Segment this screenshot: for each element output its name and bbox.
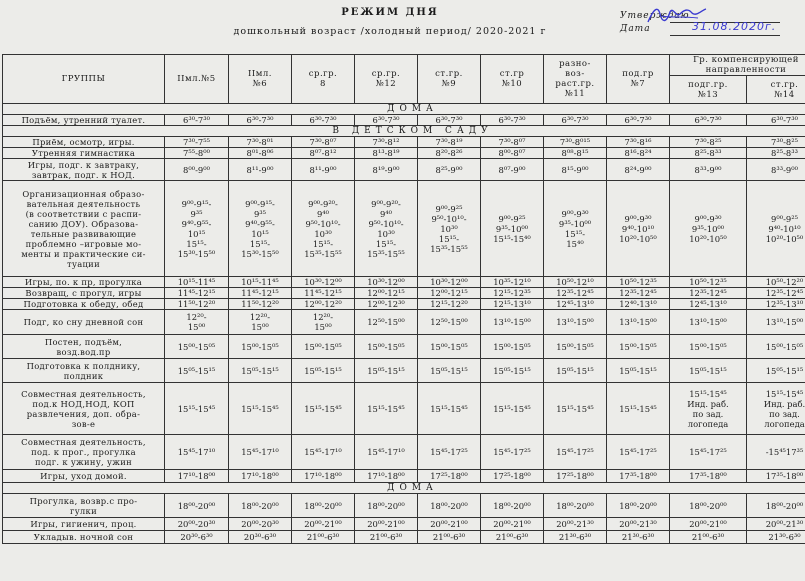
table-row: [3, 435, 805, 470]
time-cell: 20⁰⁰-20³⁰: [229, 518, 292, 531]
time-cell: 17³⁵-18⁰⁰: [607, 470, 670, 483]
time-cell: 15⁴⁵-17¹⁰: [292, 435, 355, 470]
time-cell: 12¹⁵-13¹⁰: [481, 299, 544, 310]
time-cell: 17³⁵-18⁰⁰: [747, 470, 805, 483]
time-cell: 20³⁰-6³⁰: [229, 531, 292, 544]
col-header: разно- воз- раст.гр. №11: [544, 55, 607, 104]
section-header: ДОМА: [3, 104, 805, 115]
time-cell: 18⁰⁰-20⁰⁰: [481, 494, 544, 518]
time-cell: 10³⁰-12⁰⁰: [418, 277, 481, 288]
time-cell: 8¹¹-9⁰⁰: [292, 159, 355, 181]
time-cell: 15⁰⁵-15¹⁵: [670, 359, 747, 383]
time-cell: 15⁴⁵-17²⁵: [544, 435, 607, 470]
time-cell: 15⁰⁵-15¹⁵: [418, 359, 481, 383]
time-cell: 15⁰⁵-15¹⁵: [544, 359, 607, 383]
time-cell: 7⁵⁵-8⁰⁰: [165, 148, 229, 159]
time-cell: 12³⁵-12⁴⁵: [747, 288, 805, 299]
time-cell: 12⁰⁰-12¹⁵: [355, 288, 418, 299]
table-row: [3, 383, 805, 435]
activity-label: Совместная деятельность, под. к прог., прогулка подг. к ужину, ужин: [3, 435, 165, 470]
time-cell: 10³⁵-12¹⁰: [481, 277, 544, 288]
time-cell: 21⁰⁰-6³⁰: [481, 531, 544, 544]
time-cell: 15⁰⁵-15¹⁵: [165, 359, 229, 383]
time-cell: 8³³-9⁰⁰: [670, 159, 747, 181]
time-cell: 18⁰⁰-20⁰⁰: [747, 494, 805, 518]
col-header: подг.гр. №13: [670, 76, 747, 104]
time-cell: 15⁰⁵-15¹⁵: [747, 359, 805, 383]
table-row: [3, 531, 805, 544]
time-cell: 7³⁰-8²⁵: [747, 137, 805, 148]
time-cell: 15⁰⁰-15⁰⁵: [481, 335, 544, 359]
time-cell: 15⁰⁰-15⁰⁵: [544, 335, 607, 359]
time-cell: 7³⁰-8⁰⁷: [292, 137, 355, 148]
time-cell: 20⁰⁰-21³⁰: [607, 518, 670, 531]
time-cell: 10⁵⁰-12³⁵: [607, 277, 670, 288]
activity-label: Прогулка, возвр.с про- гулки: [3, 494, 165, 518]
table-row: [3, 288, 805, 299]
time-cell: 8¹¹-9⁰⁰: [229, 159, 292, 181]
time-cell: 15¹⁵-15⁴⁵: [355, 383, 418, 435]
time-cell: 15⁴⁵-17²⁵: [418, 435, 481, 470]
activity-label: Подъём, утренний туалет.: [3, 115, 165, 126]
time-cell: 15⁰⁵-15¹⁵: [607, 359, 670, 383]
activity-label: Подготовка к полднику, полдник: [3, 359, 165, 383]
time-cell: 12³⁵-12⁴⁵: [544, 288, 607, 299]
time-cell: 15¹⁵-15⁴⁵: [165, 383, 229, 435]
time-cell: 21⁰⁰-6³⁰: [418, 531, 481, 544]
time-cell: 15⁰⁰-15⁰⁵: [418, 335, 481, 359]
time-cell: 7³⁰-7⁵⁵: [165, 137, 229, 148]
time-cell: 9⁰⁰-9³⁰ 9⁴⁰-10¹⁰ 10²⁰-10⁵⁰: [607, 181, 670, 277]
time-cell: 15⁴⁵-17²⁵: [481, 435, 544, 470]
activity-label: Игры, подг. к завтраку, завтрак, подг. к НОД.: [3, 159, 165, 181]
time-cell: 15¹⁵-15⁴⁵ Инд. раб. по зад. логопеда: [747, 383, 805, 435]
time-cell: 18⁰⁰-20⁰⁰: [607, 494, 670, 518]
time-cell: 12⁴⁰-13¹⁰: [607, 299, 670, 310]
time-cell: 6³⁰-7³⁰: [355, 115, 418, 126]
time-cell: 18⁰⁰-20⁰⁰: [292, 494, 355, 518]
time-cell: 12⁴⁵-13¹⁰: [670, 299, 747, 310]
time-cell: 8³³-9⁰⁰: [747, 159, 805, 181]
section-header: ДОМА: [3, 483, 805, 494]
time-cell: 15¹⁵-15⁴⁵: [292, 383, 355, 435]
time-cell: 17¹⁰-18⁰⁰: [229, 470, 292, 483]
time-cell: 15¹⁵-15⁴⁵: [418, 383, 481, 435]
time-cell: 10⁵⁰-12²⁰: [747, 277, 805, 288]
time-cell: 17¹⁰-18⁰⁰: [292, 470, 355, 483]
time-cell: 8¹³-8¹⁹: [355, 148, 418, 159]
time-cell: 9⁰⁰-9¹⁵- 9³⁵ 9⁴⁰-9⁵⁵- 10¹⁵ 15¹⁵- 15³⁰-15⁵⁰: [229, 181, 292, 277]
time-cell: 15⁰⁵-15¹⁵: [355, 359, 418, 383]
time-cell: 10¹⁵-11⁴⁵: [229, 277, 292, 288]
time-cell: 15⁴⁵-17¹⁰: [229, 435, 292, 470]
time-cell: 15¹⁵-15⁴⁵: [544, 383, 607, 435]
table-row: [3, 159, 805, 181]
table-row: [3, 148, 805, 159]
col-header: ср.гр. №12: [355, 55, 418, 104]
time-cell: 15¹⁵-15⁴⁵: [229, 383, 292, 435]
activity-label: Игры, гигиенич, проц.: [3, 518, 165, 531]
time-cell: 12⁰⁰-12²⁰: [292, 299, 355, 310]
col-header: под.гр №7: [607, 55, 670, 104]
col-header: ст.гр. №9: [418, 55, 481, 104]
time-cell: 9⁰⁰-9²⁵ 9³⁵-10⁰⁰ 15¹⁵-15⁴⁰: [481, 181, 544, 277]
time-cell: 6³⁰-7³⁰: [418, 115, 481, 126]
table-row: [3, 115, 805, 126]
time-cell: 12⁰⁰-12¹⁵: [418, 288, 481, 299]
time-cell: 12⁰⁰-12³⁰: [355, 299, 418, 310]
time-cell: 15⁰⁰-15⁰⁵: [292, 335, 355, 359]
time-cell: 10⁵⁰-12³⁵: [670, 277, 747, 288]
col-header: IIмл.№5: [165, 55, 229, 104]
time-cell: 8⁰¹-8⁰⁶: [229, 148, 292, 159]
time-cell: 18⁰⁰-20⁰⁰: [670, 494, 747, 518]
time-cell: 15⁴⁵-17²⁵: [670, 435, 747, 470]
time-cell: 21⁰⁰-6³⁰: [670, 531, 747, 544]
time-cell: 13¹⁰-15⁰⁰: [481, 310, 544, 335]
activity-label: Игры, уход домой.: [3, 470, 165, 483]
activity-label: Совместная деятельность, под.к НОД,НОД, КОП развлечения, доп. обра- зов-е: [3, 383, 165, 435]
time-cell: 6³⁰-7³⁰: [292, 115, 355, 126]
time-cell: 8²⁴-9⁰⁰: [607, 159, 670, 181]
time-cell: 9⁰⁰-9²⁵ 9⁴⁰-10¹⁰ 10²⁰-10⁵⁰: [747, 181, 805, 277]
time-cell: 20⁰⁰-21⁰⁰: [292, 518, 355, 531]
activity-label: Подготовка к обеду, обед: [3, 299, 165, 310]
time-cell: 20⁰⁰-21⁰⁰: [418, 518, 481, 531]
time-cell: 11⁴⁵-12¹⁵: [292, 288, 355, 299]
table-row: [3, 494, 805, 518]
time-cell: 12⁵⁰-15⁰⁰: [418, 310, 481, 335]
time-cell: 6³⁰-7³⁰: [607, 115, 670, 126]
time-cell: 10³⁰-12⁰⁰: [292, 277, 355, 288]
comp-group-header: Гр. компенсирующей направленности: [670, 55, 805, 76]
time-cell: 8¹⁶-8²⁴: [607, 148, 670, 159]
time-cell: 12⁴⁵-13¹⁰: [544, 299, 607, 310]
activity-label: Игры, по. к пр, прогулка: [3, 277, 165, 288]
time-cell: 13¹⁰-15⁰⁰: [544, 310, 607, 335]
time-cell: 18⁰⁰-20⁰⁰: [165, 494, 229, 518]
document-title: РЕЖИМ ДНЯ: [341, 7, 439, 18]
time-cell: 7³⁰-8¹⁶: [607, 137, 670, 148]
time-cell: 7³⁰-8⁰¹: [229, 137, 292, 148]
activity-label: Приём, осмотр, игры.: [3, 137, 165, 148]
time-cell: 6³⁰-7³⁰: [670, 115, 747, 126]
date-label: Дата: [620, 24, 651, 34]
time-cell: 12²⁰- 15⁰⁰: [292, 310, 355, 335]
time-cell: 13¹⁰-15⁰⁰: [670, 310, 747, 335]
time-cell: 8⁰⁸-8¹⁵: [544, 148, 607, 159]
document-header: [0, 0, 805, 52]
time-cell: 8⁰⁷-9⁰⁰: [481, 159, 544, 181]
time-cell: 8⁰⁰-9⁰⁰: [165, 159, 229, 181]
time-cell: 11⁵⁰-12²⁰: [229, 299, 292, 310]
time-cell: 6³⁰-7³⁰: [544, 115, 607, 126]
time-cell: 15⁰⁵-15¹⁵: [481, 359, 544, 383]
time-cell: 21⁰⁰-6³⁰: [355, 531, 418, 544]
time-cell: 7³⁰-8¹⁹: [418, 137, 481, 148]
time-cell: 13¹⁰-15⁰⁰: [747, 310, 805, 335]
signature-icon: [640, 4, 710, 26]
activity-label: Организационная образо- вательная деятельность (в соответствии с распи- санию ДОУ). Образова- тельные развивающие проблемно –игровые мо- менты и практические си- туации: [3, 181, 165, 277]
time-cell: 20³⁰-6³⁰: [165, 531, 229, 544]
time-cell: 11⁴⁵-12¹⁵: [229, 288, 292, 299]
groups-header: ГРУППЫ: [3, 55, 165, 104]
time-cell: 15¹⁵-15⁴⁵: [481, 383, 544, 435]
activity-label: Постен, подъём, возд.вод.пр: [3, 335, 165, 359]
time-cell: 17¹⁰-18⁰⁰: [165, 470, 229, 483]
table-row: [3, 299, 805, 310]
time-cell: -15⁴⁵17³⁵: [747, 435, 805, 470]
col-header: ср.гр. 8: [292, 55, 355, 104]
time-cell: 20⁰⁰-21⁰⁰: [670, 518, 747, 531]
time-cell: 6³⁰-7³⁰: [481, 115, 544, 126]
table-row: [3, 181, 805, 277]
time-cell: 20⁰⁰-21⁰⁰: [355, 518, 418, 531]
time-cell: 20⁰⁰-21³⁰: [747, 518, 805, 531]
table-row: [3, 335, 805, 359]
approve-date: 31.08.2020г.: [692, 20, 777, 33]
time-cell: 12²⁰- 15⁰⁰: [165, 310, 229, 335]
activity-label: Утренняя гимнастика: [3, 148, 165, 159]
time-cell: 7³⁰-8²⁵: [670, 137, 747, 148]
time-cell: 20⁰⁰-21⁰⁰: [481, 518, 544, 531]
time-cell: 15⁰⁰-15⁰⁵: [670, 335, 747, 359]
time-cell: 12²⁰- 15⁰⁰: [229, 310, 292, 335]
time-cell: 21³⁰-6³⁰: [544, 531, 607, 544]
time-cell: 11⁵⁰-12²⁰: [165, 299, 229, 310]
time-cell: 12³⁵-12⁴⁵: [607, 288, 670, 299]
time-cell: 17²⁵-18⁰⁰: [418, 470, 481, 483]
activity-label: Укладыв. ночной сон: [3, 531, 165, 544]
time-cell: 8²⁵-8³³: [670, 148, 747, 159]
time-cell: 13¹⁰-15⁰⁰: [607, 310, 670, 335]
col-header: ст.гр №10: [481, 55, 544, 104]
time-cell: 12³⁵-13¹⁰: [747, 299, 805, 310]
time-cell: 10³⁰-12⁰⁰: [355, 277, 418, 288]
table-row: [3, 277, 805, 288]
time-cell: 15¹⁵-15⁴⁵ Инд. раб. по зад. логопеда: [670, 383, 747, 435]
table-row: [3, 310, 805, 335]
time-cell: 18⁰⁰-20⁰⁰: [355, 494, 418, 518]
approve-label: Утверждаю: [620, 11, 690, 21]
document-subtitle: дошкольный возраст /холодный период/ 2020-2021 г: [233, 26, 547, 37]
time-cell: 12¹⁵-12²⁰: [418, 299, 481, 310]
table-row: [3, 359, 805, 383]
time-cell: 15⁴⁵-17¹⁰: [355, 435, 418, 470]
time-cell: 8¹⁹-9⁰⁰: [355, 159, 418, 181]
time-cell: 15⁰⁰-15⁰⁵: [747, 335, 805, 359]
time-cell: 17²⁵-18⁰⁰: [544, 470, 607, 483]
time-cell: 7³⁰-8⁰⁷: [481, 137, 544, 148]
time-cell: 21⁰⁰-6³⁰: [292, 531, 355, 544]
time-cell: 20⁰⁰-21³⁰: [544, 518, 607, 531]
time-cell: 17²⁵-18⁰⁰: [481, 470, 544, 483]
col-header: ст.гр. №14: [747, 76, 805, 104]
time-cell: 8²⁵-8³³: [747, 148, 805, 159]
time-cell: 9⁰⁰-9³⁰ 9³⁵-10⁰⁰ 10²⁰-10⁵⁰: [670, 181, 747, 277]
time-cell: 15⁰⁰-15⁰⁵: [165, 335, 229, 359]
time-cell: 21³⁰-6³⁰: [747, 531, 805, 544]
time-cell: 18⁰⁰-20⁰⁰: [418, 494, 481, 518]
time-cell: 9⁰⁰-9²⁰- 9⁴⁰ 9⁵⁰-10¹⁰- 10³⁰ 15¹⁵- 15³⁵-15⁵⁵: [292, 181, 355, 277]
time-cell: 12³⁵-12⁴⁵: [670, 288, 747, 299]
time-cell: 9⁰⁰-9²⁰- 9⁴⁰ 9⁵⁰-10¹⁰- 10³⁰ 15¹⁵- 15³⁵-15⁵⁵: [355, 181, 418, 277]
time-cell: 15⁰⁵-15¹⁵: [229, 359, 292, 383]
time-cell: 15⁰⁰-15⁰⁵: [229, 335, 292, 359]
time-cell: 20⁰⁰-20³⁰: [165, 518, 229, 531]
time-cell: 6³⁰-7³⁰: [229, 115, 292, 126]
time-cell: 12¹⁵-12³⁵: [481, 288, 544, 299]
time-cell: 21³⁰-6³⁰: [607, 531, 670, 544]
time-cell: 6³⁰-7³⁰: [747, 115, 805, 126]
time-cell: 8²⁵-9⁰⁰: [418, 159, 481, 181]
time-cell: 10¹⁵-11⁴⁵: [165, 277, 229, 288]
time-cell: 17³⁵-18⁰⁰: [670, 470, 747, 483]
table-row: [3, 470, 805, 483]
table-row: [3, 137, 805, 148]
time-cell: 8⁰⁰-8⁰⁷: [481, 148, 544, 159]
table-row: [3, 518, 805, 531]
time-cell: 15⁰⁰-15⁰⁵: [355, 335, 418, 359]
col-header: IIмл. №6: [229, 55, 292, 104]
time-cell: 18⁰⁰-20⁰⁰: [544, 494, 607, 518]
time-cell: 15⁴⁵-17¹⁰: [165, 435, 229, 470]
time-cell: 15⁴⁵-17²⁵: [607, 435, 670, 470]
schedule-table: [2, 54, 805, 544]
time-cell: 7³⁰-8¹²: [355, 137, 418, 148]
time-cell: 17¹⁰-18⁰⁰: [355, 470, 418, 483]
time-cell: 15⁰⁵-15¹⁵: [292, 359, 355, 383]
time-cell: 10⁵⁰-12¹⁰: [544, 277, 607, 288]
time-cell: 8¹⁵-9⁰⁰: [544, 159, 607, 181]
activity-label: Подг, ко сну дневной сон: [3, 310, 165, 335]
time-cell: 9⁰⁰-9¹⁵- 9³⁵ 9⁴⁰-9⁵⁵- 10¹⁵ 15¹⁵- 15³⁰-15⁵⁰: [165, 181, 229, 277]
section-header: В ДЕТСКОМ САДУ: [3, 126, 805, 137]
time-cell: 7³⁰-8⁰¹⁵: [544, 137, 607, 148]
time-cell: 18⁰⁰-20⁰⁰: [229, 494, 292, 518]
activity-label: Возвращ, с прогул, игры: [3, 288, 165, 299]
time-cell: 15⁰⁰-15⁰⁵: [607, 335, 670, 359]
time-cell: 15¹⁵-15⁴⁵: [607, 383, 670, 435]
time-cell: 9⁰⁰-9²⁵ 9⁵⁰-10¹⁰- 10³⁰ 15¹⁵- 15³⁵-15⁵⁵: [418, 181, 481, 277]
time-cell: 8⁰⁷-8¹²: [292, 148, 355, 159]
time-cell: 12⁵⁰-15⁰⁰: [355, 310, 418, 335]
time-cell: 8²⁰-8²⁶: [418, 148, 481, 159]
time-cell: 9⁰⁰-9³⁰ 9³⁵-10⁰⁰ 15¹⁵- 15⁴⁰: [544, 181, 607, 277]
time-cell: 6³⁰-7³⁰: [165, 115, 229, 126]
time-cell: 11⁴⁵-12¹⁵: [165, 288, 229, 299]
